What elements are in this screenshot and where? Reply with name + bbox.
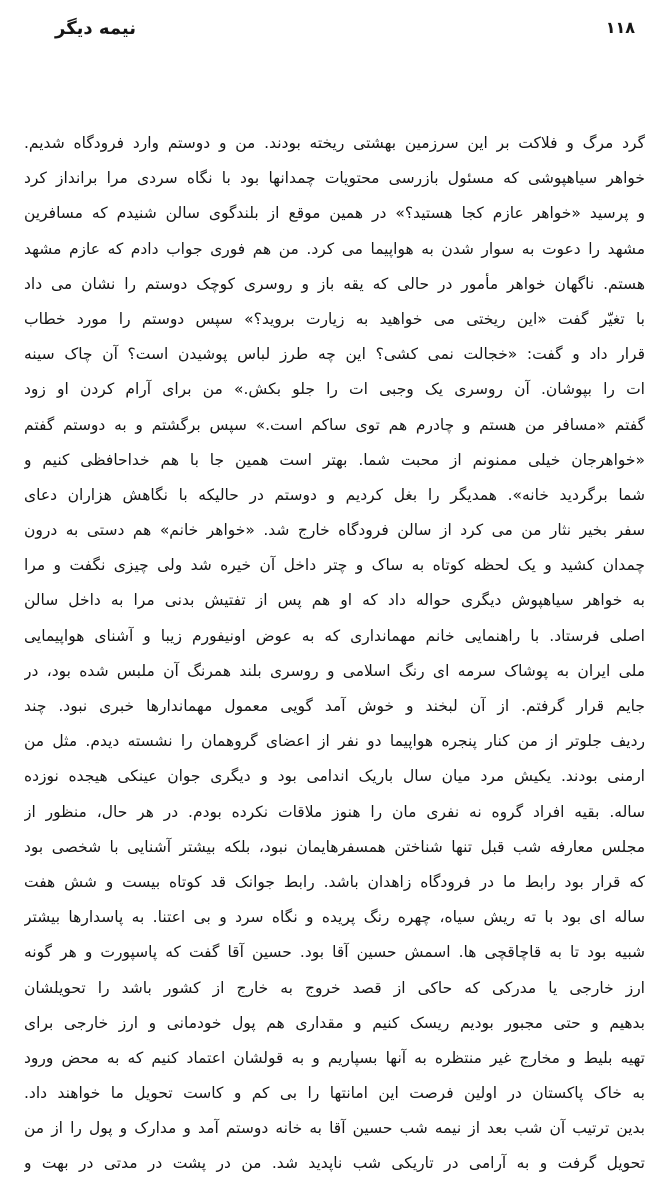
text-line: بدهیم و حتی مجبور بودیم ریسک کنیم و مقداری هم پول خودمانی و ارز خارجی برای [24,1013,645,1032]
body-text [24,126,645,1182]
text-line: ارز خارجی یا مدرکی که حاکی از قصد خروج به خارج از کشور باشد را تحویلشان [24,978,645,997]
text-line: مشهد را دعوت به سوار شدن به هواپیما می کرد. من هم فوری جواب دادم که عازم مشهد [24,239,645,258]
text-line: ردیف جلوتر از من کنار پنجره هواپیما دو نفر از اعضای گروهمان را نشسته دیدم. مثل من [24,732,645,751]
text-line: هستم. ناگهان خواهر مأمور در حالی که یقه باز و روسری کوچک دوستم را نشان می داد [24,274,645,293]
text-line: چمدان کشید و یک لحظه کوتاه به ساک و چتر داخل آن خیره شد ولی چیزی نگفت و مرا [24,556,645,575]
text-line: با تغیّر گفت «این ریختی می خواهید به زیارت بروید؟» سپس دوستم را مورد خطاب [24,309,645,328]
text-line: شبیه بود تا به قاچاقچی ها. اسمش حسین آقا بود. حسین آقا گفت که پاسپورت و هر گونه [24,943,645,962]
text-line: ارمنی بودند. یکیش مرد میان سال باریک اندامی بود و دیگری جوان عینکی هیجده نوزده [24,767,645,786]
text-line: ملی ایران به پوشاک سرمه ای رنگ اسلامی و روسری بلند همرنگ آن ملبس شده بود، در [24,661,645,680]
text-line: شما برگردید خانه». همدیگر را بغل کردیم و دوستم در حالیکه با نگاهش هزاران دعای [24,485,645,504]
text-line: بدین ترتیب آن شب بعد از نیمه شب حسین آقا به خانه دوستم آمد و مدارک و پول را از من [24,1119,645,1138]
text-line: قرار داد و گفت: «خجالت نمی کشی؟ این چه طرز لباس پوشیدن است؟ آن چاک سینه [24,345,645,364]
text-line: تحویل گرفت و به آرامی در تاریکی شب ناپدید شد. من در پشت در مدتی در بهت و [24,1154,645,1173]
page-number: ۱۱۸ [605,18,635,37]
text-line: تهیه بلیط و مخارج غیر منتظره به آنها بسپاریم و به قولشان اعتماد کنیم که به محض ورود [24,1048,645,1067]
text-line: گرد مرگ و فلاکت بر این سرزمین بهشتی ریخته بودند. من و دوستم وارد فرودگاه شدیم. [24,134,645,152]
text-line: ات را بپوشان. آن روسری یک وجبی ات را جلو بکش.» من برای آرام کردن او زود [24,380,645,399]
text-line: جایم قرار گرفتم. از آن لبخند و خوش آمد گویی معمول مهماندارها خبری نبود. چند [24,697,645,715]
text-line: و پرسید «خواهر عازم کجا هستید؟» در همین موقع از بلندگوی سالن شنیدم که مسافرین [24,204,645,223]
text-line: مجلس معارفه شب قبل تنها شناختن همسفرهایمان نبود، بلکه بیشتر آشنایی با شخصی بود [24,837,645,856]
text-line: گفتم «مسافر من هستم و چادرم هم توی ساکم است.» سپس برگشتم و به دوستم گفتم [24,415,645,434]
running-title: نیمه دیگر [55,18,137,39]
text-line: به خواهر سیاهپوش دیگری حواله داد که او هم پس از تفتیش بدنی مرا به داخل سالن [24,591,645,610]
text-line: ساله. بقیه افراد گروه نه نفری مان را هنوز ملاقات نکرده بودم. در هر حال، منظور از [24,802,645,821]
page-header [0,18,669,39]
text-line: ساله ای بود با ته ریش سیاه، چهره رنگ پریده و نگاه سرد و بی اعتنا. به پاسدارها بیشتر [24,908,645,927]
text-line: به خاک پاکستان در اولین فرصت این امانتها را بی کم و کاست تحویل ما خواهند داد. [24,1084,645,1103]
text-line: اصلی فرستاد. با راهنمایی خانم مهمانداری که به عوض اونیفورم زیبا و آشنای هواپیمایی [24,626,645,645]
text-line: خواهر سیاهپوشی که مسئول بازرسی محتویات چمدانها بود با نگاه سردی مرا برانداز کرد [24,169,645,188]
text-line: که قرار بود رابط ما در فرودگاه زاهدان باشد. رابط جوانک قد کوتاه بیست و شش هفت [24,872,645,891]
text-line: «خواهرجان خیلی ممنونم از محبت شما. بهتر است همین جا با هم خداحافظی کنیم و [24,450,645,469]
text-line: سفر بخیر نثار من می کرد از سالن فرودگاه خارج شد. «خواهر خانم» هم دستی به درون [24,521,645,540]
